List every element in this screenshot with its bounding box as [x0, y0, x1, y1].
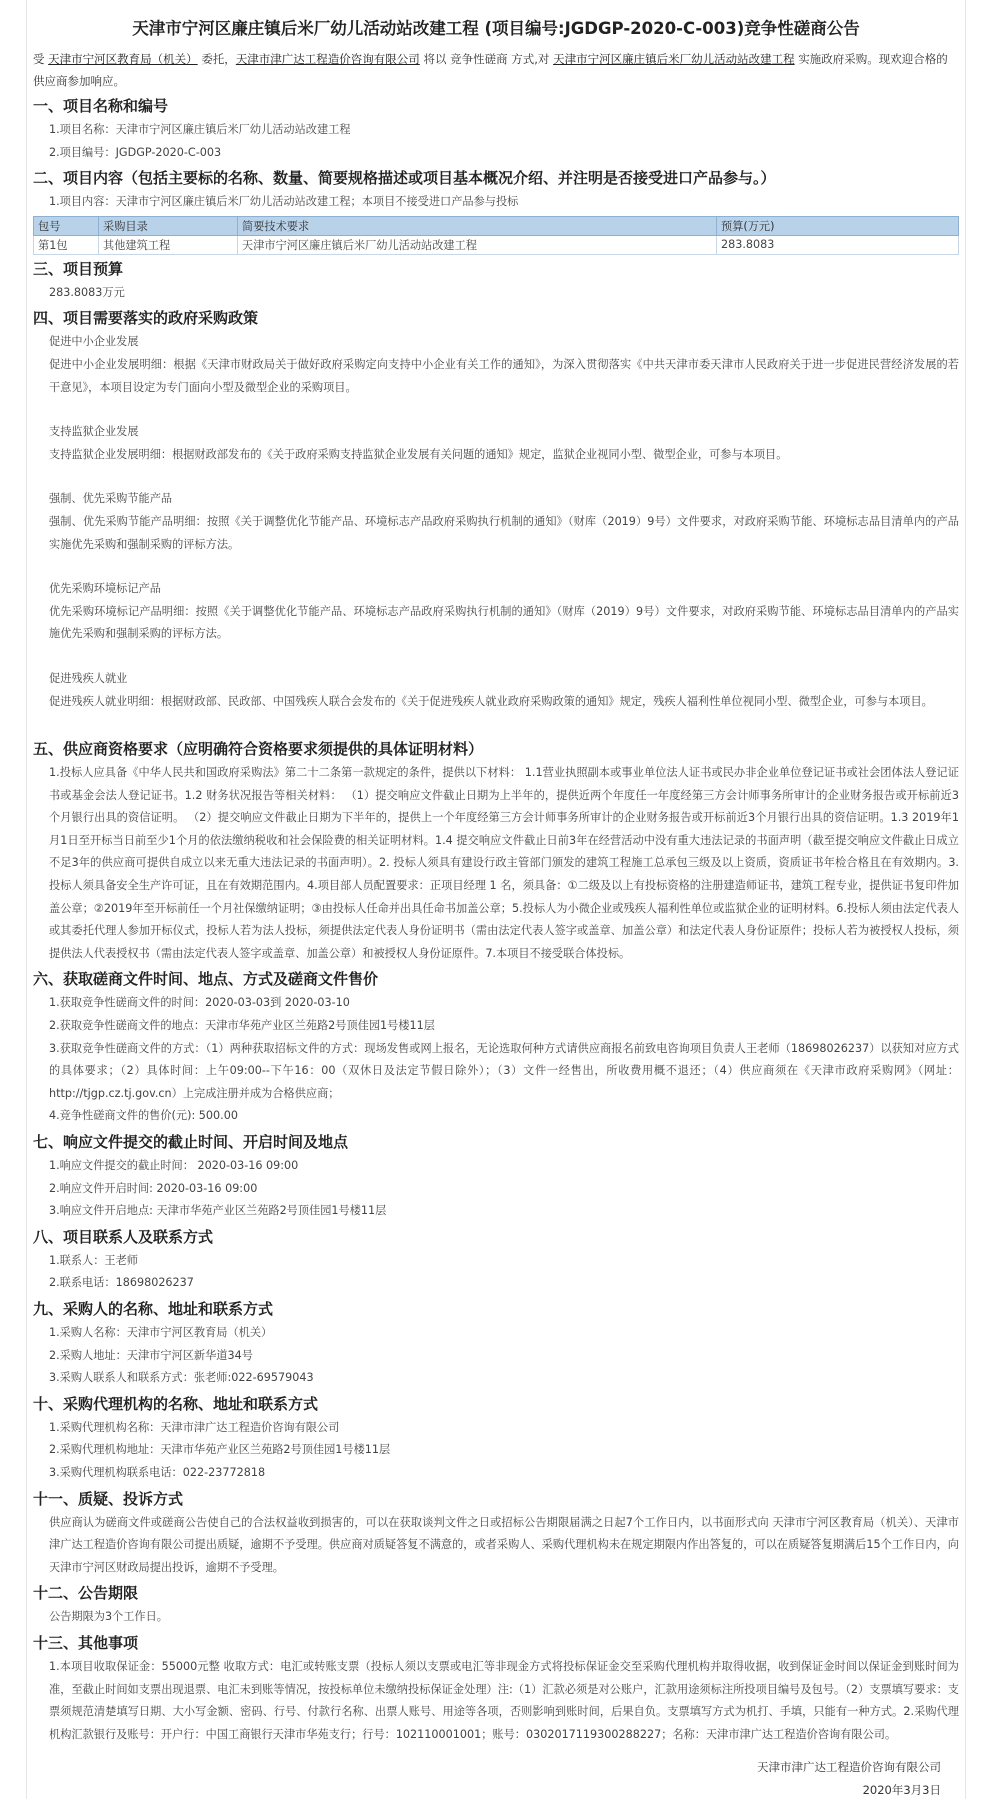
other-matters-text: 1.本项目收取保证金：55000元整 收取方式：电汇或转账支票（投标人须以支票或电汇等非现金方式将投标保证金交至采购代理机构并取得收据，收到保证金时间以保证金到账时间为准，至截止时间如支票出现退票、电汇未到账等情况，按投标单位未缴纳投标保证金处理）注:（1）汇款必须是对公账户，汇款用途须标注所投项目编号及包号。（2）支票填写要求：支票须规范清楚填写日期、大小写金额、密码、行号、付款行名称、出票人账号、用途等各项，否则影响到账时间，后果自负。支票填写方式为机打、手填，只能有一种方式。2.采购代理机构汇款银行及账号：开户行：中国工商银行天津市华苑支行；行号：102110001001；账号：0302017119300288227；名称：天津市津广达工程造价咨询有限公司。	[49, 1659, 959, 1741]
policy-text: 支持监狱企业发展明细：根据财政部发布的《关于政府采购支持监狱企业发展有关问题的通知》规定，监狱企业视同小型、微型企业，可参与本项目。	[49, 447, 788, 461]
policy-title: 强制、优先采购节能产品	[49, 492, 173, 506]
complaint-text: 供应商认为磋商文件或磋商公告使自己的合法权益收到损害的，可以在获取谈判文件之日或招标公告期限届满之日起7个工作日内，以书面形式向 天津市宁河区教育局（机关）、天津市津广达工程造价咨询有限公司提出质疑，逾期不予受理。供应商对质疑答复不满意的，或者采购人、采购代理机构未在规定期限内作出答复的，可以在质疑答复期满后15个工作日内，向天津市宁河区财政局提出投诉，逾期不予受理。	[49, 1515, 959, 1574]
intro-purchaser: 天津市宁河区教育局（机关）	[48, 52, 198, 66]
list-item: 1.获取竞争性磋商文件的时间：2020-03-03到 2020-03-10	[49, 996, 350, 1010]
project-number: 2.项目编号：JGDGP-2020-C-003	[49, 145, 222, 159]
list-item: 1.采购代理机构名称：天津市津广达工程造价咨询有限公司	[49, 1420, 340, 1434]
section-10-heading: 十、采购代理机构的名称、地址和联系方式	[33, 1394, 319, 1413]
intro-prefix: 受	[33, 52, 45, 66]
section-12-heading: 十二、公告期限	[33, 1584, 139, 1603]
policy-text: 强制、优先采购节能产品明细：按照《关于调整优化节能产品、环境标志产品政府采购执行机制的通知》（财库（2019）9号）文件要求，对政府采购节能、环境标志品目清单内的产品实施优先采购和强制采购的评标方法。	[49, 514, 959, 551]
page-title: 天津市宁河区廉庄镇后米厂幼儿活动站改建工程 (项目编号:JGDGP-2020-C-003)竞争性磋商公告	[132, 19, 860, 38]
table-header-row	[34, 216, 959, 235]
intro-paragraph	[33, 48, 959, 92]
table-header-cell: 采购目录	[99, 216, 238, 235]
section-3-heading: 三、项目预算	[33, 259, 124, 278]
table-header-cell: 简要技术要求	[238, 216, 717, 235]
section-6-heading: 六、获取磋商文件时间、地点、方式及磋商文件售价	[33, 970, 379, 989]
qualification-text: 1.投标人应具备《中华人民共和国政府采购法》第二十二条第一款规定的条件，提供以下材料： 1.1营业执照副本或事业单位法人证书或民办非企业单位登记证书或社会团体法人登记证书或基金会法人登记证书。1.2 财务状况报告等相关材料： （1）提交响应文件截止日期为上半年的，提供近两个年度任一年度经第三方会计师事务所审计的企业财务报告或开标前近3个月银行出具的资信证明。 （2）提交响应文件截止日期为下半年的，提供上一个年度经第三方会计师事务所审计的企业财务报告或开标前近3个月银行出具的资信证明。1.3 2019年1月1日至开标当日前至少1个月的依法缴纳税收和社会保险费的相关证明材料。1.4 提交响应文件截止日前3年在经营活动中没有重大违法记录的书面声明（截至提交响应文件截止日成立不足3年的供应商可提供自成立以来无重大违法记录的书面声明）。2. 投标人须具有建设行政主管部门颁发的建筑工程施工总承包三级及以上资质，资质证书年检合格且在有效期内。3.投标人须具备安全生产许可证，且在有效期范围内。4.项目部人员配置要求：正项目经理 1 名，须具备：①二级及以上有投标资格的注册建造师证书，建筑工程专业，提供证书复印件加盖公章；②2019年至开标前任一个月社保缴纳证明；③由投标人任命并出具任命书加盖公章；5.投标人为小微企业或残疾人福利性单位或监狱企业的证明材料。6.投标人须由法定代表人或其委托代理人参加开标仪式，投标人若为法人投标，须提供法定代表人身份证明书（需由法定代表人签字或盖章、加盖公章）和法定代表人身份证原件；投标人若为被授权人投标，须提供法人代表授权书（需由法定代表人签字或盖章、加盖公章）和被授权人身份证原件。7.本项目不接受联合体投标。	[49, 766, 959, 960]
policy-title: 促进中小企业发展	[49, 335, 139, 349]
table-cell: 其他建筑工程	[99, 235, 238, 254]
intro-suffix: 实施政府采购。现欢迎合格的供应商参加响应。	[33, 52, 948, 88]
list-item: 2.采购代理机构地址：天津市华苑产业区兰苑路2号顶佳园1号楼11层	[49, 1443, 391, 1457]
contact-phone: 2.联系电话：18698026237	[49, 1276, 194, 1290]
list-item: 3.采购人联系人和联系方式：张老师:022-69579043	[49, 1371, 314, 1385]
announcement-page	[26, 0, 966, 1799]
section-8-heading: 八、项目联系人及联系方式	[33, 1227, 214, 1246]
table-cell: 第1包	[34, 235, 99, 254]
project-name: 1.项目名称：天津市宁河区廉庄镇后米厂幼儿活动站改建工程	[49, 123, 351, 136]
section-13-heading: 十三、其他事项	[33, 1633, 139, 1652]
table-header-cell: 包号	[34, 216, 99, 235]
list-item: 3.采购代理机构联系电话：022-23772818	[49, 1465, 266, 1479]
section-4-heading: 四、项目需要落实的政府采购政策	[33, 309, 259, 328]
list-item: 4.竞争性磋商文件的售价(元): 500.00	[49, 1109, 238, 1123]
budget-value: 283.8083万元	[49, 285, 125, 299]
table-cell: 283.8083	[717, 235, 959, 254]
intro-text-2: 将以	[423, 52, 447, 66]
section-11-heading: 十一、质疑、投诉方式	[33, 1489, 184, 1508]
policy-title: 支持监狱企业发展	[49, 425, 139, 439]
section-9-heading: 九、采购人的名称、地址和联系方式	[33, 1299, 274, 1318]
contact-person: 1.联系人：王老师	[49, 1253, 138, 1267]
policy-title: 优先采购环境标记产品	[49, 582, 161, 596]
policy-text: 促进残疾人就业明细：根据财政部、民政部、中国残疾人联合会发布的《关于促进残疾人就业政府采购政策的通知》规定，残疾人福利性单位视同小型、微型企业，可参与本项目。	[49, 694, 933, 708]
intro-method: 竞争性磋商	[450, 52, 508, 66]
signature-block	[33, 1756, 959, 1802]
package-table	[33, 216, 959, 255]
policy-text: 优先采购环境标记产品明细：按照《关于调整优化节能产品、环境标志产品政府采购执行机制的通知》（财库（2019）9号）文件要求，对政府采购节能、环境标志品目清单内的产品实施优先采购和强制采购的评标方法。	[49, 604, 959, 641]
project-content: 1.项目内容：天津市宁河区廉庄镇后米厂幼儿活动站改建工程；本项目不接受进口产品参与投标	[49, 195, 519, 209]
section-7-heading: 七、响应文件提交的截止时间、开启时间及地点	[33, 1133, 349, 1151]
table-row	[34, 235, 959, 254]
table-header-cell: 预算(万元)	[717, 216, 959, 235]
signature-org: 天津市津广达工程造价咨询有限公司	[757, 1760, 941, 1775]
section-5-heading: 五、供应商资格要求（应明确符合资格要求须提供的具体证明材料）	[33, 740, 484, 759]
list-item: 2.采购人地址：天津市宁河区新华道34号	[49, 1348, 253, 1362]
list-item: 2.响应文件开启时间: 2020-03-16 09:00	[49, 1181, 258, 1195]
section-2-heading: 二、项目内容（包括主要标的名称、数量、简要规格描述或项目基本概况介绍、并注明是否接受进口产品参与。）	[33, 169, 776, 188]
notice-period-text: 公告期限为3个工作日。	[49, 1610, 168, 1624]
intro-text-1: 委托，	[201, 52, 236, 66]
signature-date: 2020年3月3日	[862, 1783, 941, 1798]
intro-project: 天津市宁河区廉庄镇后米厂幼儿活动站改建工程	[553, 52, 795, 66]
intro-agency: 天津市津广达工程造价咨询有限公司	[235, 52, 420, 66]
list-item: 2.获取竞争性磋商文件的地点：天津市华苑产业区兰苑路2号顶佳园1号楼11层	[49, 1019, 435, 1033]
section-1-heading: 一、项目名称和编号	[33, 97, 169, 115]
policy-title: 促进残疾人就业	[49, 671, 128, 685]
list-item: 3.获取竞争性磋商文件的方式：（1）两种获取招标文件的方式：现场发售或网上报名，无论选取何种方式请供应商报名前致电咨询项目负责人王老师（18698026237）以获知对应方式的具体要求；（2）具体时间：上午09:00--下午16：00（双休日及法定节假日除外）；（3）文件一经售出，所收费用概不退还；（4）供应商须在《天津市政府采购网》（网址：http://tjgp.cz.tj.gov.cn）上完成注册并成为合格供应商；	[49, 1041, 959, 1100]
intro-text-3: 方式,对	[511, 52, 550, 66]
list-item: 1.采购人名称：天津市宁河区教育局（机关）	[49, 1325, 273, 1339]
list-item: 1.响应文件提交的截止时间： 2020-03-16 09:00	[49, 1159, 299, 1172]
list-item: 3.响应文件开启地点: 天津市华苑产业区兰苑路2号顶佳园1号楼11层	[49, 1204, 387, 1218]
policy-text: 促进中小企业发展明细：根据《天津市财政局关于做好政府采购定向支持中小企业有关工作的通知》，为深入贯彻落实《中共天津市委天津市人民政府关于进一步促进民营经济发展的若干意见》，本项目设定为专门面向小型及微型企业的采购项目。	[49, 357, 959, 394]
table-cell: 天津市宁河区廉庄镇后米厂幼儿活动站改建工程	[238, 235, 717, 254]
